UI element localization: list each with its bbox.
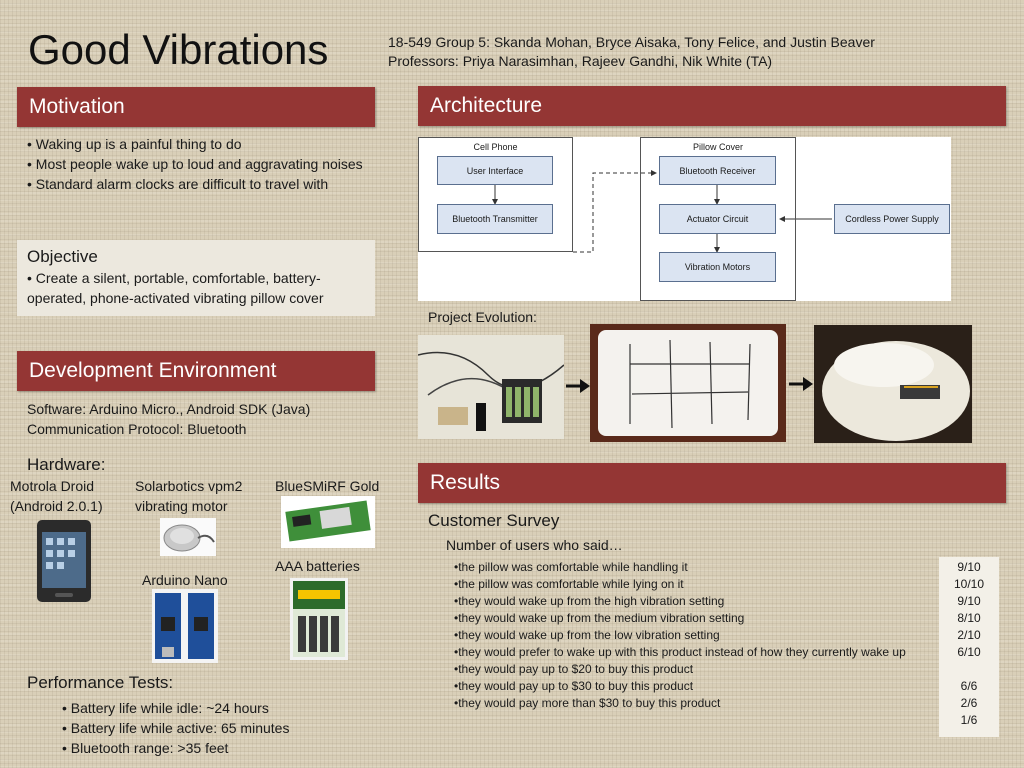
survey-score: 2/10 bbox=[957, 628, 981, 642]
survey-question: • they would pay more than $30 to buy this product bbox=[454, 695, 934, 712]
motivation-heading bbox=[17, 87, 375, 127]
performance-bullet: • Battery life while active: 65 minutes bbox=[62, 718, 392, 738]
cell-phone-group bbox=[418, 137, 573, 252]
user-interface-node: User Interface bbox=[437, 156, 553, 185]
performance-bullet: • Battery life while idle: ~24 hours bbox=[62, 698, 392, 718]
survey-question: • they would prefer to wake up with this product instead of how they currently wake up bbox=[454, 644, 914, 661]
evolution-label: Project Evolution: bbox=[428, 309, 537, 325]
survey-questions bbox=[454, 559, 934, 712]
survey-score: 1/6 bbox=[960, 713, 978, 727]
architecture-heading-text: Architecture bbox=[430, 94, 543, 117]
survey-score: 9/10 bbox=[957, 560, 981, 574]
survey-question: • the pillow was comfortable while handling it bbox=[454, 559, 934, 576]
evolution-arrow-icon bbox=[564, 375, 592, 397]
survey-score: 6/6 bbox=[960, 679, 978, 693]
arduino-nano-image bbox=[152, 589, 218, 663]
motivation-bullet: • Most people wake up to loud and aggravating noises bbox=[27, 154, 377, 174]
architecture-heading bbox=[418, 86, 1006, 126]
motor-label: Solarbotics vpm2 vibrating motor bbox=[135, 478, 243, 514]
cell-phone-group-label: Cell Phone bbox=[473, 142, 518, 152]
survey-score: 8/10 bbox=[957, 611, 981, 625]
cordless-power-supply-node: Cordless Power Supply bbox=[834, 204, 950, 234]
survey-question: • they would wake up from the high vibration setting bbox=[454, 593, 934, 610]
prototype-parts-photo bbox=[418, 335, 564, 439]
evolution-arrow-icon bbox=[787, 373, 815, 395]
objective-text: • Create a silent, portable, comfortable, battery-operated, phone-activated vibrating pillow cover bbox=[27, 268, 365, 308]
performance-bullet: • Bluetooth range: >35 feet bbox=[62, 738, 392, 758]
results-heading bbox=[418, 463, 1006, 503]
performance-heading: Performance Tests: bbox=[27, 673, 174, 692]
actuator-circuit-node: Actuator Circuit bbox=[659, 204, 776, 234]
page-title: Good Vibrations bbox=[28, 26, 329, 73]
motivation-bullet: • Waking up is a painful thing to do bbox=[27, 134, 377, 154]
motivation-heading-text: Motivation bbox=[29, 95, 125, 118]
bluetooth-receiver-node: Bluetooth Receiver bbox=[659, 156, 776, 185]
survey-question: • they would wake up from the medium vibration setting bbox=[454, 610, 934, 627]
survey-subtitle: Number of users who said… bbox=[446, 537, 623, 553]
pillow-cover-flat-photo bbox=[590, 324, 786, 442]
survey-score: 2/6 bbox=[960, 696, 978, 710]
energizer-batteries-image bbox=[290, 578, 348, 660]
vibrating-motor-image bbox=[160, 518, 216, 556]
professors-line: Professors: Priya Narasimhan, Rajeev Gandhi, Nik White (TA) bbox=[388, 53, 773, 69]
arduino-label: Arduino Nano bbox=[142, 572, 228, 588]
droid-phone-image bbox=[35, 518, 93, 604]
vibration-motors-node: Vibration Motors bbox=[659, 252, 776, 282]
objective-panel bbox=[17, 240, 375, 316]
motivation-bullet: • Standard alarm clocks are difficult to travel with bbox=[27, 174, 377, 194]
dev-env-heading-text: Development Environment bbox=[29, 359, 277, 382]
survey-question: • they would pay up to $30 to buy this product bbox=[454, 678, 934, 695]
survey-score: 6/10 bbox=[957, 645, 981, 659]
performance-list bbox=[62, 698, 392, 758]
phone-label: Motrola Droid (Android 2.0.1) bbox=[10, 478, 103, 514]
architecture-diagram bbox=[418, 137, 951, 301]
objective-heading: Objective bbox=[27, 247, 98, 266]
survey-scores bbox=[939, 557, 999, 737]
batteries-label: AAA batteries bbox=[275, 558, 360, 574]
hardware-heading: Hardware: bbox=[27, 455, 106, 474]
survey-question: • the pillow was comfortable while lying on it bbox=[454, 576, 934, 593]
group-line: 18-549 Group 5: Skanda Mohan, Bryce Aisaka, Tony Felice, and Justin Beaver bbox=[388, 34, 875, 50]
software-line: Software: Arduino Micro., Android SDK (Java) bbox=[27, 401, 311, 417]
bluetooth-transmitter-node: Bluetooth Transmitter bbox=[437, 204, 553, 234]
bluesmirf-image bbox=[281, 496, 375, 548]
pillow-cover-group-label: Pillow Cover bbox=[692, 142, 743, 152]
results-heading-text: Results bbox=[430, 471, 501, 494]
protocol-line: Communication Protocol: Bluetooth bbox=[27, 421, 247, 437]
dev-env-heading bbox=[17, 351, 375, 391]
bluesmirf-label: BlueSMiRF Gold bbox=[275, 478, 380, 494]
survey-title: Customer Survey bbox=[428, 511, 560, 530]
dev-env-text bbox=[27, 399, 387, 439]
survey-question: • they would pay up to $20 to buy this product bbox=[454, 661, 934, 678]
finished-pillow-photo bbox=[814, 325, 972, 443]
survey-score: 10/10 bbox=[953, 577, 985, 591]
survey-question: • they would wake up from the low vibration setting bbox=[454, 627, 934, 644]
motivation-list bbox=[27, 134, 377, 194]
survey-score: 9/10 bbox=[957, 594, 981, 608]
authors-block bbox=[388, 33, 875, 71]
